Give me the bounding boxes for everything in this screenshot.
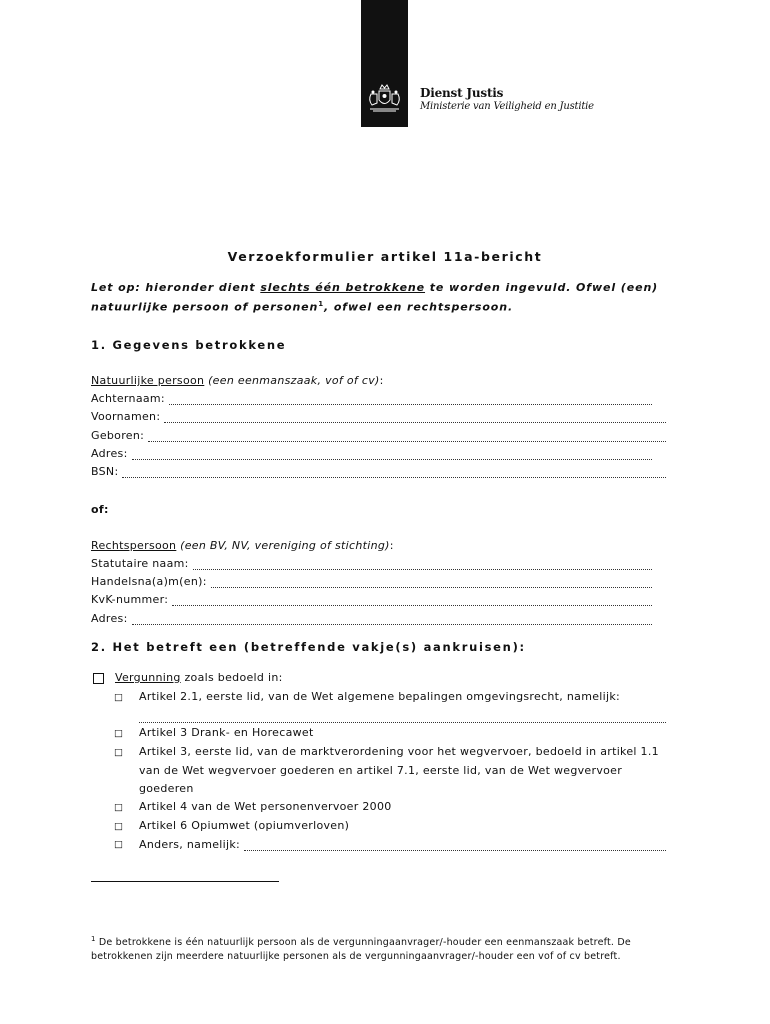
handelsnaam-field[interactable]: [91, 575, 652, 588]
vergunning-rest: zoals bedoeld in:: [180, 671, 283, 684]
statutaire-naam-label: Statutaire naam:: [91, 557, 189, 570]
kvk-nummer-label: KvK-nummer:: [91, 593, 169, 606]
artikel-2-1-field[interactable]: [139, 712, 666, 723]
checkbox-anders[interactable]: □: [114, 839, 123, 850]
section-1-heading: 1. Gegevens betrokkene: [91, 338, 287, 352]
vergunning-checkbox[interactable]: [93, 673, 104, 684]
org-line-1: Dienst Justis: [420, 86, 504, 100]
footnote-divider: [91, 881, 279, 882]
org-line-2: Ministerie van Veiligheid en Justitie: [420, 101, 594, 112]
note-underlined: slechts één betrokkene: [260, 281, 426, 294]
legal-entity-desc: (een BV, NV, vereniging of stichting): [176, 539, 390, 552]
checkbox-marktverordening[interactable]: □: [114, 747, 123, 758]
vergunning-label: [115, 671, 283, 684]
kvk-nummer-input-line[interactable]: [172, 595, 652, 606]
statutaire-naam-input-line[interactable]: [193, 559, 652, 570]
footnote-text: De betrokkene is één natuurlijk persoon als de vergunningaanvrager/-houder een eenmanszaak betreft. De betrokkenen zijn meerdere natuurlijke personen als de vergunningaanvrager/-houder een vof of cv betreft.: [91, 937, 631, 963]
item-personenvervoer: Artikel 4 van de Wet personenvervoer 2000: [139, 800, 392, 813]
adres-field[interactable]: [91, 447, 652, 460]
form-title: Verzoekformulier artikel 11a-bericht: [227, 249, 543, 264]
statutaire-naam-field[interactable]: [91, 557, 652, 570]
or-label: of:: [91, 503, 109, 516]
note-part-3: , ofwel een rechtspersoon.: [324, 300, 514, 314]
note-part-1: Let op: hieronder dient: [91, 281, 261, 294]
anders-label: Anders, namelijk:: [139, 838, 241, 851]
legal-adres-label: Adres:: [91, 612, 128, 625]
natural-person-label: [91, 374, 384, 387]
checkbox-personenvervoer[interactable]: □: [114, 802, 123, 813]
footnote: [91, 932, 681, 964]
achternaam-input-line[interactable]: [169, 394, 652, 405]
achternaam-label: Achternaam:: [91, 392, 165, 405]
item-opiumwet: Artikel 6 Opiumwet (opiumverloven): [139, 819, 350, 832]
adres-label: Adres:: [91, 447, 128, 460]
coat-of-arms-icon: [365, 82, 404, 114]
adres-input-line[interactable]: [132, 449, 652, 460]
bsn-label: BSN:: [91, 465, 119, 478]
kvk-nummer-field[interactable]: [91, 593, 652, 606]
item-artikel-2-1: Artikel 2.1, eerste lid, van de Wet algemene bepalingen omgevingsrecht, namelijk:: [139, 690, 621, 703]
handelsnaam-input-line[interactable]: [211, 577, 652, 588]
checkbox-artikel-2-1[interactable]: □: [114, 692, 123, 703]
legal-entity-title: Rechtspersoon: [91, 539, 177, 552]
instruction-note: [91, 280, 691, 316]
checkbox-opiumwet[interactable]: □: [114, 821, 123, 832]
footnote-ref: 1: [318, 300, 325, 308]
logo-bar: [361, 0, 408, 127]
anders-field[interactable]: [139, 838, 666, 851]
geboren-input-line[interactable]: [148, 431, 666, 442]
anders-input-line[interactable]: [244, 840, 666, 851]
section-2-heading: 2. Het betreft een (betreffende vakje(s) aankruisen):: [91, 640, 526, 654]
voornamen-input-line[interactable]: [164, 412, 666, 423]
note-part-2: te worden ingevuld. Ofwel (een) natuurlijke persoon of personen: [91, 281, 659, 314]
item-marktverordening-line3: goederen: [139, 782, 194, 795]
artikel-2-1-input-line[interactable]: [139, 712, 666, 723]
item-drank-horecawet: Artikel 3 Drank- en Horecawet: [139, 726, 314, 739]
item-marktverordening-line2: van de Wet wegvervoer goederen en artikel 7.1, eerste lid, van de Wet wegvervoer: [139, 764, 623, 777]
item-marktverordening: Artikel 3, eerste lid, van de marktverordening voor het wegvervoer, bedoeld in artikel 1.1: [139, 745, 659, 758]
natural-person-title: Natuurlijke persoon: [91, 374, 205, 387]
legal-adres-input-line[interactable]: [132, 614, 652, 625]
organization-name: [420, 86, 594, 112]
voornamen-field[interactable]: [91, 410, 666, 423]
legal-entity-colon: :: [389, 539, 394, 552]
voornamen-label: Voornamen:: [91, 410, 161, 423]
geboren-field[interactable]: [91, 429, 666, 442]
bsn-field[interactable]: [91, 465, 666, 478]
handelsnaam-label: Handelsna(a)m(en):: [91, 575, 207, 588]
legal-adres-field[interactable]: [91, 612, 652, 625]
natural-person-colon: :: [379, 374, 384, 387]
achternaam-field[interactable]: [91, 392, 652, 405]
footnote-number: 1: [91, 935, 96, 943]
vergunning-title: Vergunning: [115, 671, 181, 684]
bsn-input-line[interactable]: [122, 467, 666, 478]
checkbox-drank-horecawet[interactable]: □: [114, 728, 123, 739]
natural-person-desc: (een eenmanszaak, vof of cv): [204, 374, 380, 387]
geboren-label: Geboren:: [91, 429, 145, 442]
legal-entity-label: [91, 539, 394, 552]
